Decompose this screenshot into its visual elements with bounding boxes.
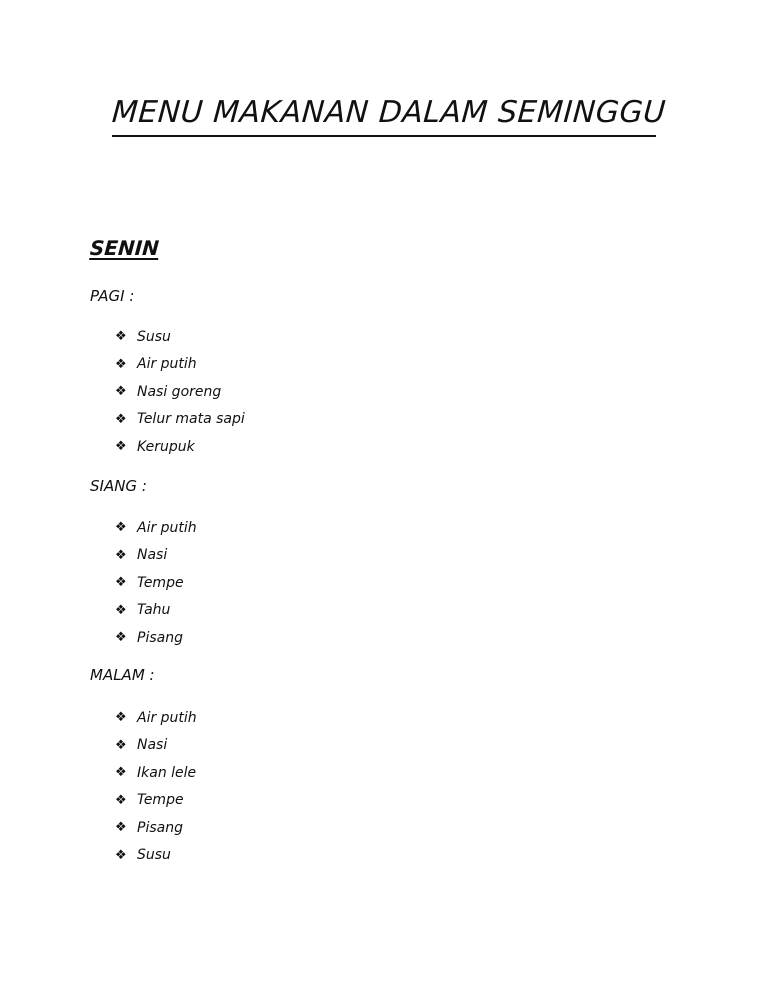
list-item-text: Susu — [137, 847, 171, 864]
list-item — [115, 406, 245, 434]
list-item-text: Air putih — [137, 709, 197, 726]
list-item-text: Kerupuk — [137, 438, 195, 455]
diamond-bullet-icon: ❖ — [115, 329, 127, 345]
list-item — [115, 842, 197, 870]
list-item — [115, 542, 197, 570]
list-item — [115, 759, 197, 787]
diamond-bullet-icon: ❖ — [115, 847, 127, 863]
diamond-bullet-icon: ❖ — [115, 737, 127, 753]
list-item-text: Ikan lele — [137, 764, 197, 781]
diamond-bullet-icon: ❖ — [115, 384, 127, 400]
list-item — [115, 514, 197, 542]
list-item — [115, 624, 197, 652]
list-item-text: Telur mata sapi — [137, 411, 245, 428]
diamond-bullet-icon: ❖ — [115, 547, 127, 563]
diamond-bullet-icon: ❖ — [115, 765, 127, 781]
list-item — [115, 597, 197, 625]
list-item-text: Air putih — [137, 356, 197, 373]
list-item-text: Tahu — [137, 602, 171, 619]
list-item-text: Tempe — [137, 574, 184, 591]
meal-list-malam — [115, 704, 197, 869]
list-item-text: Air putih — [137, 519, 197, 536]
diamond-bullet-icon: ❖ — [115, 520, 127, 536]
list-item — [115, 704, 197, 732]
diamond-bullet-icon: ❖ — [115, 710, 127, 726]
diamond-bullet-icon: ❖ — [115, 602, 127, 618]
list-item — [115, 814, 197, 842]
document-title: MENU MAKANAN DALAM SEMINGGU — [110, 95, 667, 130]
list-item — [115, 378, 245, 406]
diamond-bullet-icon: ❖ — [115, 792, 127, 808]
list-item — [115, 433, 245, 461]
list-item-text: Tempe — [137, 792, 184, 809]
list-item — [115, 569, 197, 597]
list-item-text: Pisang — [137, 629, 183, 646]
diamond-bullet-icon: ❖ — [115, 439, 127, 455]
meal-label-siang: SIANG : — [90, 477, 147, 495]
list-item-text: Pisang — [137, 819, 183, 836]
day-heading: SENIN — [89, 236, 160, 260]
meal-label-malam: MALAM : — [90, 666, 155, 684]
list-item-text: Nasi goreng — [137, 383, 222, 400]
list-item — [115, 351, 245, 379]
diamond-bullet-icon: ❖ — [115, 630, 127, 646]
list-item — [115, 323, 245, 351]
list-item-text: Susu — [137, 328, 171, 345]
diamond-bullet-icon: ❖ — [115, 820, 127, 836]
diamond-bullet-icon: ❖ — [115, 575, 127, 591]
list-item — [115, 732, 197, 760]
meal-label-pagi: PAGI : — [90, 287, 135, 305]
title-underline — [112, 135, 656, 137]
diamond-bullet-icon: ❖ — [115, 411, 127, 427]
meal-list-siang — [115, 514, 197, 652]
list-item-text: Nasi — [137, 737, 168, 754]
list-item-text: Nasi — [137, 547, 168, 564]
diamond-bullet-icon: ❖ — [115, 356, 127, 372]
list-item — [115, 787, 197, 815]
meal-list-pagi — [115, 323, 245, 461]
